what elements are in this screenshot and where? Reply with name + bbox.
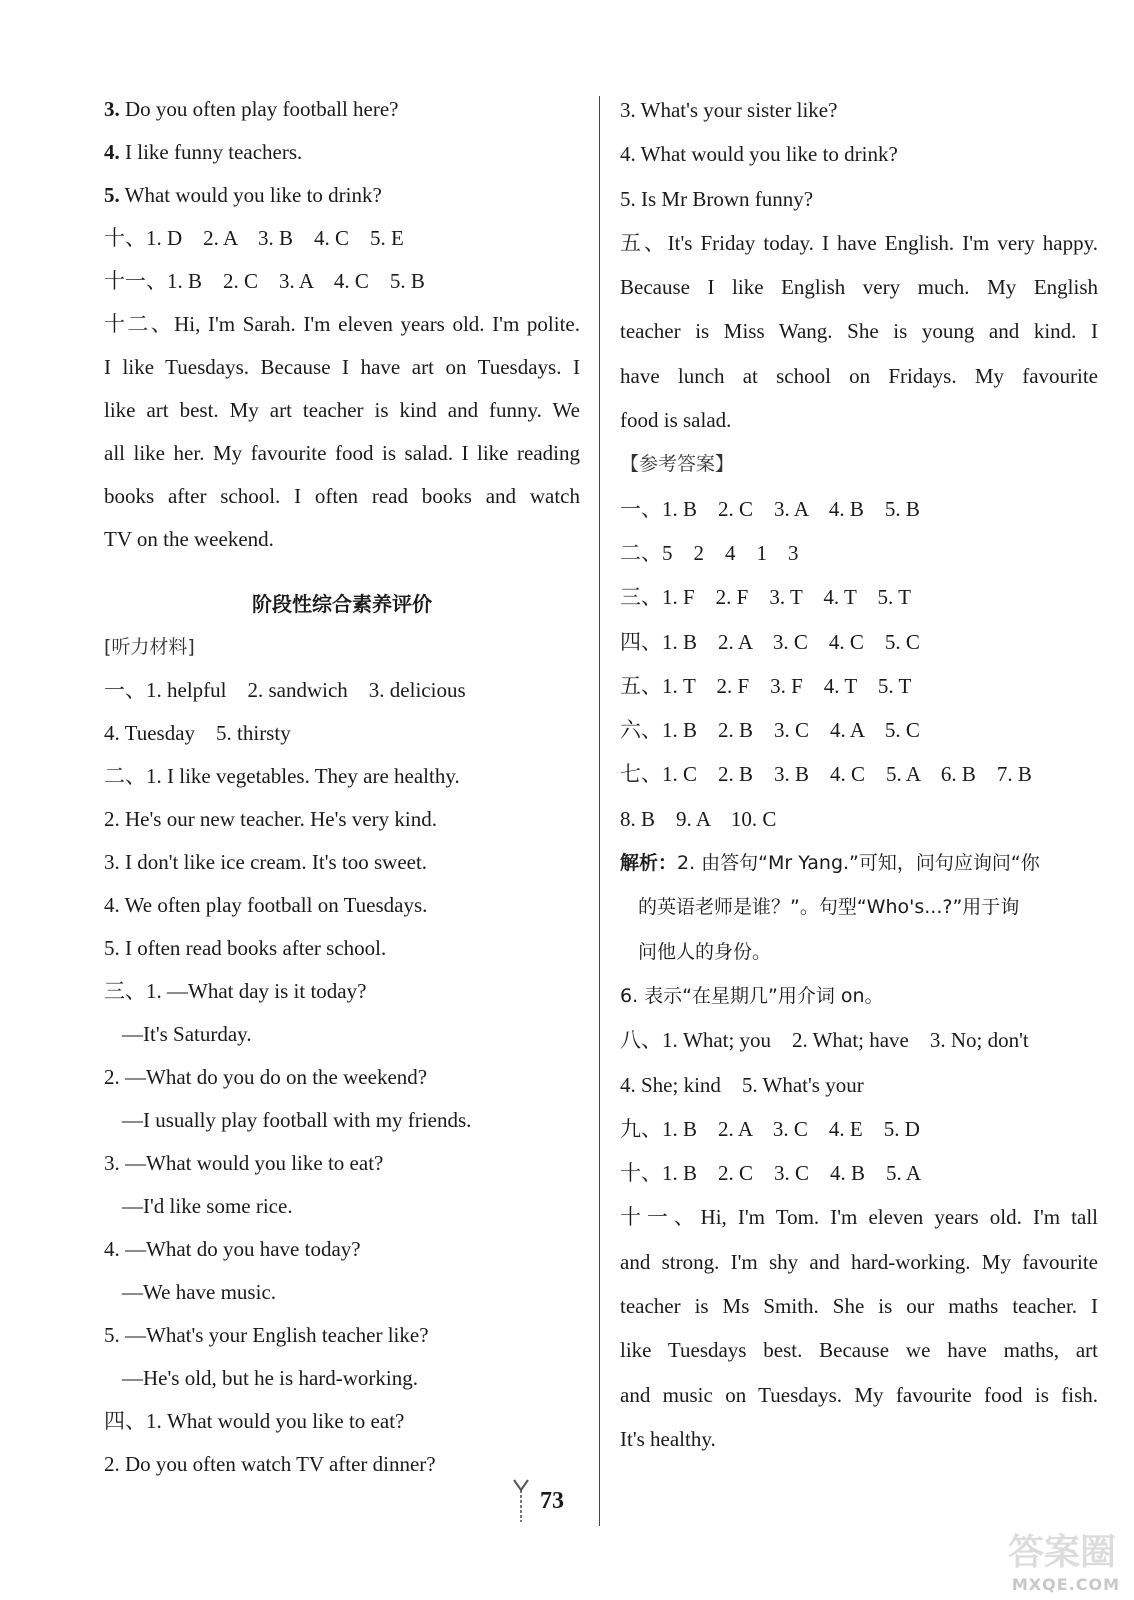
page-ornament-icon xyxy=(512,1478,530,1524)
analysis-line: 的英语老师是谁？”。句型“Who's...?”用于询 xyxy=(638,896,1020,919)
passage-line: 十二、Hi, I'm Sarah. I'm eleven years old. I'm polite. xyxy=(104,312,580,336)
dialogue-line: 5. —What's your English teacher like? xyxy=(104,1323,429,1347)
answer-row: 二、5 2 4 1 3 xyxy=(620,540,799,565)
passage-line: teacher is Ms Smith. She is our maths teacher. I xyxy=(620,1294,1098,1319)
answer-row: 一、1. B 2. C 3. A 4. B 5. B xyxy=(620,496,920,521)
answer-row: 4. She; kind 5. What's your xyxy=(620,1072,864,1097)
section-title: 阶段性综合素养评价 xyxy=(252,592,432,616)
text-line: 3. I don't like ice cream. It's too sweet. xyxy=(104,850,428,874)
dialogue-line: 4. —What do you have today? xyxy=(104,1237,361,1261)
watermark-site: MXQE.COM xyxy=(1011,1575,1120,1594)
answer-row-ten: 十、1. D 2. A 3. B 4. C 5. E xyxy=(104,226,404,250)
text-line: 四、1. What would you like to eat? xyxy=(104,1409,405,1433)
passage-line: and music on Tuesdays. My favourite food is fish. xyxy=(620,1382,1098,1407)
text-line: 4. I like funny teachers. xyxy=(104,140,303,164)
watermark-logo: 答案圈 xyxy=(1007,1532,1116,1573)
text-line: 4. Tuesday 5. thirsty xyxy=(104,721,291,745)
text-line: 2. Do you often watch TV after dinner? xyxy=(104,1452,436,1476)
passage-line: like art best. My art teacher is kind and funny. We xyxy=(104,398,580,422)
answer-row: 四、1. B 2. A 3. C 4. C 5. C xyxy=(620,629,920,654)
page-number: 73 xyxy=(540,1488,564,1514)
text-line: 5. What would you like to drink? xyxy=(104,183,382,207)
answer-row: 七、1. C 2. B 3. B 4. C 5. A 6. B 7. B xyxy=(620,762,1032,787)
passage-line: food is salad. xyxy=(620,408,732,433)
passage-line: I like Tuesdays. Because I have art on Tuesdays. I xyxy=(104,355,580,379)
answer-row: 五、1. T 2. F 3. F 4. T 5. T xyxy=(620,673,912,698)
text-line: 3. What's your sister like? xyxy=(620,98,838,122)
passage-line: have lunch at school on Fridays. My favourite xyxy=(620,363,1098,388)
listening-label: [听力材料] xyxy=(104,636,195,658)
answer-row: 三、1. F 2. F 3. T 4. T 5. T xyxy=(620,585,911,610)
text-line: 4. What would you like to drink? xyxy=(620,142,898,167)
passage-line: books after school. I often read books and watch xyxy=(104,484,580,508)
text-line: 3. Do you often play football here? xyxy=(104,97,399,121)
answer-key-label: 【参考答案】 xyxy=(620,453,735,476)
dialogue-line: —I'd like some rice. xyxy=(122,1194,293,1218)
text-line: 5. I often read books after school. xyxy=(104,936,387,960)
analysis-label: 解析： xyxy=(620,852,678,875)
answer-row: 八、1. What; you 2. What; have 3. No; don't xyxy=(620,1028,1029,1053)
answer-row: 九、1. B 2. A 3. C 4. E 5. D xyxy=(620,1116,920,1141)
passage-line: Because I like English very much. My English xyxy=(620,275,1098,300)
dialogue-line: 三、1. —What day is it today? xyxy=(104,979,367,1003)
dialogue-line: 2. —What do you do on the weekend? xyxy=(104,1065,428,1089)
text-line: 2. He's our new teacher. He's very kind. xyxy=(104,807,437,831)
left-column xyxy=(104,88,580,1486)
analysis-line: 6. 表示“在星期几”用介词 on。 xyxy=(620,984,884,1007)
dialogue-line: —He's old, but he is hard-working. xyxy=(122,1366,418,1390)
dialogue-line: —I usually play football with my friends. xyxy=(122,1108,472,1132)
text-line: 一、1. helpful 2. sandwich 3. delicious xyxy=(104,678,466,702)
dialogue-line: 3. —What would you like to eat? xyxy=(104,1151,384,1175)
text-line: 二、1. I like vegetables. They are healthy. xyxy=(104,764,460,788)
column-divider xyxy=(599,96,600,1526)
text-line: 4. We often play football on Tuesdays. xyxy=(104,893,428,917)
dialogue-line: —It's Saturday. xyxy=(122,1022,252,1046)
analysis-line: 问他人的身份。 xyxy=(638,940,772,963)
watermark xyxy=(970,1524,1120,1594)
right-column xyxy=(620,88,1098,1461)
passage-line: teacher is Miss Wang. She is young and kind. I xyxy=(620,319,1098,344)
passage-line: all like her. My favourite food is salad. I like reading xyxy=(104,441,580,465)
analysis-line: 解析：2. 由答句“Mr Yang.”可知，问句应询问“你 xyxy=(620,852,1040,875)
passage-line: It's healthy. xyxy=(620,1426,716,1451)
passage-line: 十一、Hi, I'm Tom. I'm eleven years old. I'm tall xyxy=(620,1205,1098,1230)
passage-line: TV on the weekend. xyxy=(104,527,274,551)
passage-line: and strong. I'm shy and hard-working. My favourite xyxy=(620,1249,1098,1274)
text-line: 5. Is Mr Brown funny? xyxy=(620,186,814,211)
answer-row: 8. B 9. A 10. C xyxy=(620,806,777,831)
answer-row: 六、1. B 2. B 3. C 4. A 5. C xyxy=(620,718,920,743)
dialogue-line: —We have music. xyxy=(122,1280,277,1304)
passage-line: like Tuesdays best. Because we have maths, art xyxy=(620,1338,1098,1363)
passage-line: 五、It's Friday today. I have English. I'm very happy. xyxy=(620,230,1098,255)
answer-row-eleven: 十一、1. B 2. C 3. A 4. C 5. B xyxy=(104,269,425,293)
answer-row: 十、1. B 2. C 3. C 4. B 5. A xyxy=(620,1161,922,1186)
